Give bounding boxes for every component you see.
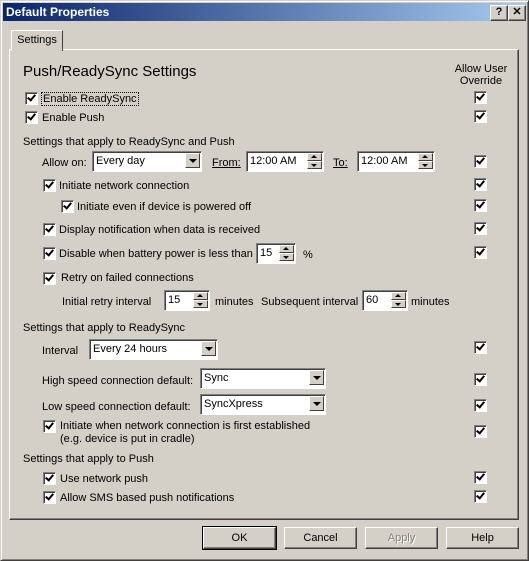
override-high-speed-checkbox[interactable]	[474, 373, 487, 386]
override-disable-battery-checkbox[interactable]	[474, 246, 487, 259]
title-bar[interactable]	[3, 3, 526, 21]
chevron-down-icon[interactable]	[309, 396, 324, 411]
initiate-established-checkbox[interactable]	[43, 420, 56, 433]
from-label: From:	[212, 157, 241, 169]
spin-down-icon[interactable]	[418, 161, 433, 169]
initial-retry-unit: minutes	[215, 296, 254, 308]
spin-down-icon[interactable]	[307, 161, 322, 169]
help-title-button[interactable]: ?	[490, 5, 508, 21]
interval-value: Every 24 hours	[93, 343, 167, 355]
spin-down-icon[interactable]	[279, 253, 294, 261]
initiate-established-label: Initiate when network connection is first established	[60, 420, 311, 432]
spin-up-icon[interactable]	[193, 292, 208, 300]
display-notification-label: Display notification when data is received	[59, 224, 261, 236]
allow-on-value: Every day	[96, 155, 145, 167]
allow-sms-label: Allow SMS based push notifications	[60, 492, 235, 504]
display-notification-checkbox[interactable]	[43, 223, 56, 236]
high-speed-value: Sync	[204, 372, 229, 384]
use-network-push-checkbox[interactable]	[43, 472, 56, 485]
high-speed-label: High speed connection default:	[42, 375, 194, 387]
override-display-notification-checkbox[interactable]	[474, 222, 487, 235]
to-time-value: 12:00 AM	[361, 155, 408, 167]
chevron-down-icon[interactable]	[185, 153, 200, 168]
low-speed-value: SyncXpress	[204, 398, 263, 410]
tab-settings[interactable]: Settings	[11, 30, 63, 51]
low-speed-label: Low speed connection default:	[42, 401, 191, 413]
spin-down-icon[interactable]	[391, 300, 406, 308]
battery-unit: %	[303, 249, 313, 261]
enable-readysync-checkbox[interactable]	[25, 92, 38, 105]
low-speed-select[interactable]	[200, 394, 326, 415]
initial-retry-value: 15	[168, 294, 181, 306]
chevron-down-icon[interactable]	[309, 370, 324, 385]
subsequent-interval-value: 60	[366, 294, 379, 306]
to-time-input[interactable]	[357, 151, 435, 172]
override-enable-readysync-checkbox[interactable]	[474, 91, 487, 104]
use-network-push-label: Use network push	[60, 473, 149, 485]
battery-threshold-input[interactable]	[256, 243, 296, 264]
override-low-speed-checkbox[interactable]	[474, 399, 487, 412]
to-label: To:	[333, 157, 348, 169]
override-initiate-powered-off-checkbox[interactable]	[474, 199, 487, 212]
initiate-powered-off-checkbox[interactable]	[61, 200, 74, 213]
section-readysync-title: Settings that apply to ReadySync	[23, 322, 186, 334]
retry-failed-checkbox[interactable]	[43, 272, 56, 285]
retry-failed-label: Retry on failed connections	[61, 272, 194, 284]
initial-retry-label: Initial retry interval	[62, 296, 152, 308]
enable-push-checkbox[interactable]	[25, 111, 38, 124]
ok-button[interactable]: OK	[203, 527, 276, 549]
override-header	[453, 63, 509, 87]
spin-up-icon[interactable]	[279, 245, 294, 253]
spin-up-icon[interactable]	[418, 153, 433, 161]
section-push-title: Settings that apply to Push	[23, 453, 154, 465]
spin-up-icon[interactable]	[307, 153, 322, 161]
initiate-powered-off-label: Initiate even if device is powered off	[77, 201, 252, 213]
window-title: Default Properties	[6, 5, 110, 19]
from-time-input[interactable]	[246, 151, 324, 172]
enable-push-label: Enable Push	[42, 112, 105, 124]
apply-button[interactable]: Apply	[365, 527, 438, 549]
allow-on-select[interactable]	[92, 151, 202, 172]
close-button[interactable]: ✕	[508, 5, 526, 21]
allow-sms-checkbox[interactable]	[43, 491, 56, 504]
initial-retry-input[interactable]	[164, 290, 210, 311]
override-use-network-push-checkbox[interactable]	[474, 471, 487, 484]
subsequent-interval-input[interactable]	[362, 290, 408, 311]
page-title: Push/ReadySync Settings	[23, 63, 197, 80]
initiate-network-label: Initiate network connection	[59, 180, 190, 192]
override-enable-push-checkbox[interactable]	[474, 110, 487, 123]
battery-threshold-value: 15	[260, 247, 273, 259]
subsequent-interval-unit: minutes	[411, 296, 450, 308]
initiate-network-checkbox[interactable]	[43, 179, 56, 192]
interval-select[interactable]	[89, 339, 218, 360]
spin-up-icon[interactable]	[391, 292, 406, 300]
initiate-established-note: (e.g. device is put in cradle)	[60, 433, 195, 445]
subsequent-interval-label: Subsequent interval	[261, 296, 359, 308]
spin-down-icon[interactable]	[193, 300, 208, 308]
cancel-button[interactable]: Cancel	[284, 527, 357, 549]
chevron-down-icon[interactable]	[201, 341, 216, 356]
override-initiate-established-checkbox[interactable]	[474, 425, 487, 438]
override-allow-sms-checkbox[interactable]	[474, 490, 487, 503]
override-header-line1: Allow User	[454, 63, 508, 75]
disable-battery-label: Disable when battery power is less than	[59, 248, 253, 260]
override-interval-checkbox[interactable]	[474, 341, 487, 354]
from-time-value: 12:00 AM	[250, 155, 297, 167]
interval-label: Interval	[42, 345, 79, 357]
allow-on-label: Allow on:	[42, 157, 87, 169]
help-button[interactable]: Help	[446, 527, 519, 549]
override-allow-on-checkbox[interactable]	[474, 155, 487, 168]
high-speed-select[interactable]	[200, 368, 326, 389]
disable-battery-checkbox[interactable]	[43, 247, 56, 260]
override-initiate-network-checkbox[interactable]	[474, 178, 487, 191]
override-header-line2: Override	[459, 75, 503, 87]
enable-readysync-label: Enable ReadySync	[43, 93, 137, 105]
section-readysync-push-title: Settings that apply to ReadySync and Push	[23, 136, 235, 148]
